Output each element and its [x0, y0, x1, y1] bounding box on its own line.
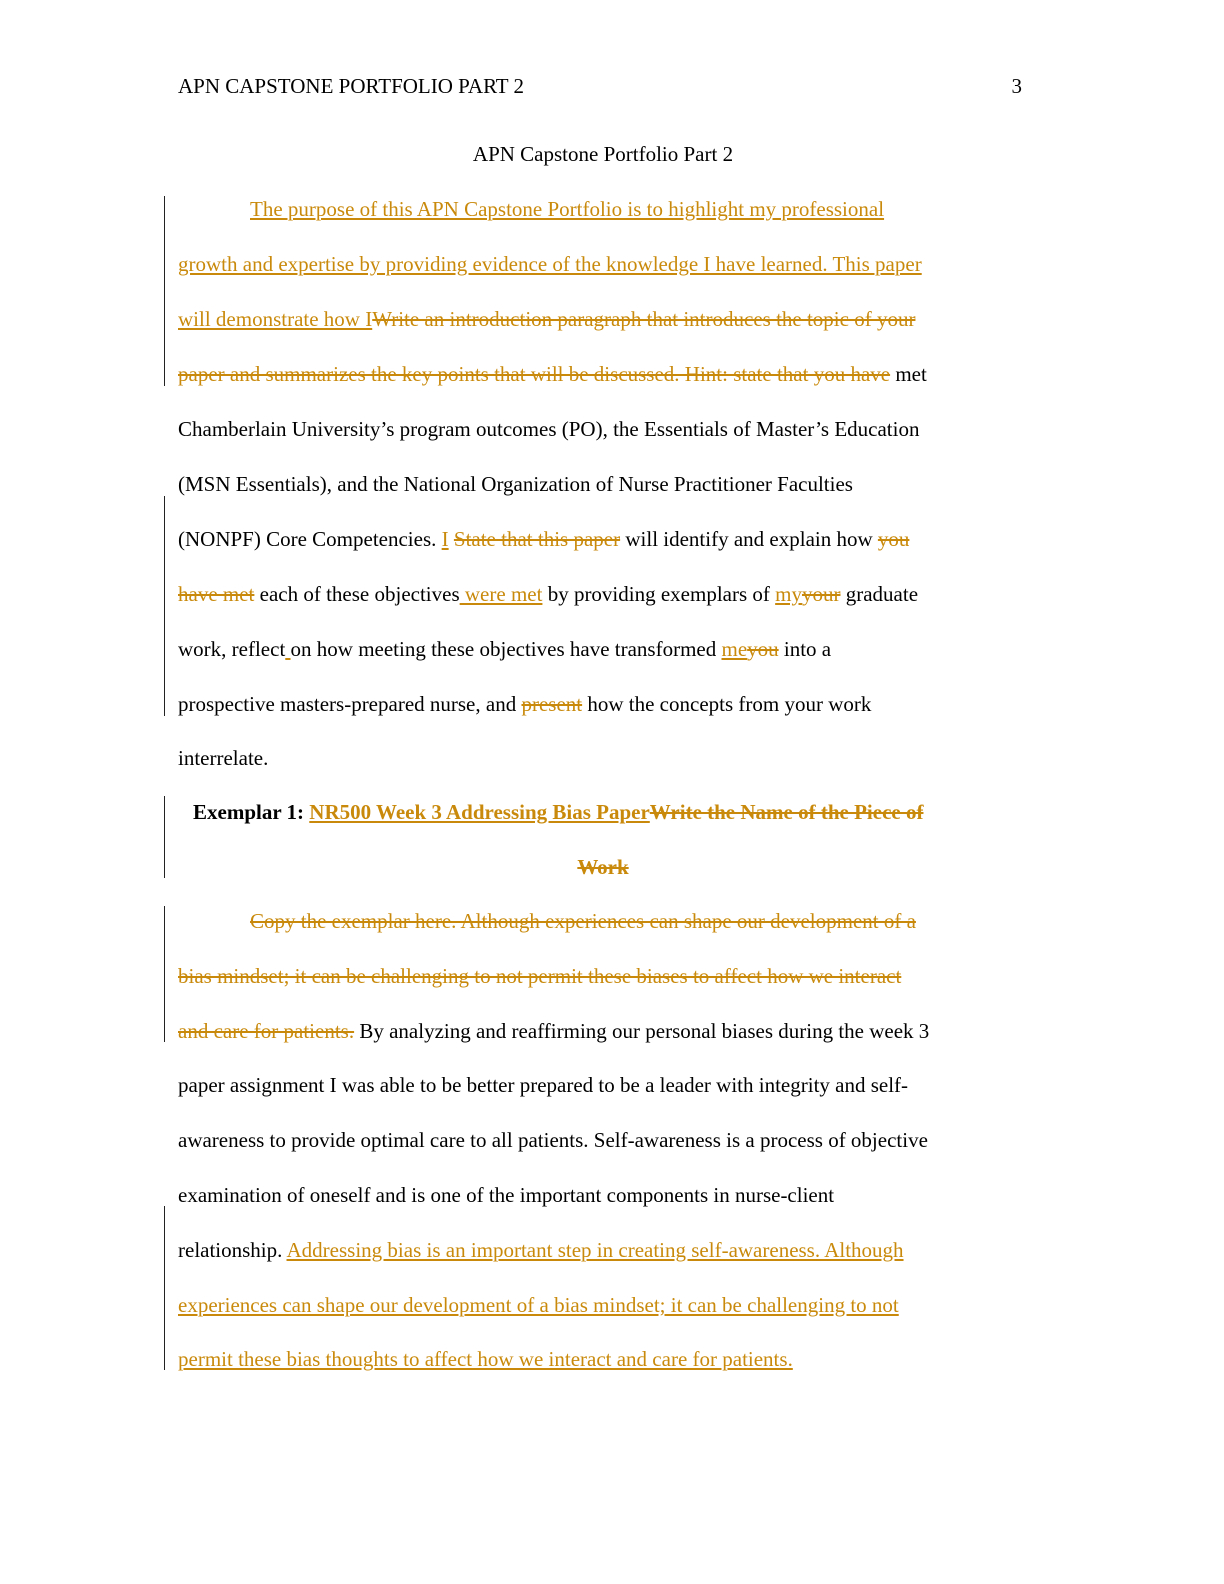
deleted-text: Write an introduction paragraph that introduces the topic of your	[372, 307, 916, 331]
intro-line	[178, 362, 927, 387]
intro-line	[178, 417, 919, 442]
body-text: interrelate.	[178, 746, 269, 770]
running-head: APN CAPSTONE PORTFOLIO PART 2	[178, 74, 525, 98]
body-text: Chamberlain University’s program outcomes (PO), the Essentials of Master’s Education	[178, 417, 920, 441]
intro-line	[178, 252, 922, 277]
body-text: relationship.	[178, 1238, 287, 1262]
body-text: on how meeting these objectives have transformed	[290, 637, 722, 661]
exemplar-line	[178, 1183, 834, 1208]
exemplar-heading-cont	[178, 855, 1028, 880]
body-text: paper assignment I was able to be better prepared to be a leader with integrity and self-	[178, 1073, 909, 1097]
inserted-text: were met	[459, 582, 543, 606]
change-bar	[164, 796, 165, 878]
deleted-text: present	[521, 692, 583, 716]
intro-line	[178, 637, 831, 662]
deleted-text: bias mindset; it can be challenging to not permit these biases to affect how we interact	[178, 964, 902, 988]
inserted-text: I	[441, 527, 449, 551]
deleted-text: you	[877, 527, 910, 551]
page-number: 3	[1011, 74, 1022, 98]
body-text: into a	[778, 637, 832, 661]
body-text: (NONPF) Core Competencies.	[178, 527, 442, 551]
inserted-text: Addressing bias is an important step in creating self-awareness. Although	[286, 1238, 904, 1262]
body-text: how the concepts from your work	[582, 692, 872, 716]
inserted-text: The purpose of this APN Capstone Portfolio is to highlight my professional	[250, 197, 885, 221]
deleted-text: you	[747, 637, 779, 661]
body-text: will identify and explain how	[620, 527, 878, 551]
exemplar-heading	[193, 800, 923, 825]
exemplar-line	[178, 1019, 929, 1044]
deleted-text: and care for patients.	[178, 1019, 355, 1043]
inserted-text: permit these bias thoughts to affect how we interact and care for patients.	[178, 1347, 793, 1371]
exemplar-line	[178, 964, 901, 989]
deleted-text: Write the Name of the Piece of	[649, 800, 924, 824]
intro-line	[178, 307, 915, 332]
exemplar-line	[178, 1238, 904, 1263]
intro-line	[178, 527, 909, 552]
body-text: examination of oneself and is one of the important components in nurse-client	[178, 1183, 835, 1207]
exemplar-line	[250, 909, 916, 934]
inserted-text: experiences can shape our development of a bias mindset; it can be challenging to not	[178, 1293, 899, 1317]
body-text: each of these objectives	[254, 582, 460, 606]
body-text: graduate	[840, 582, 919, 606]
body-text: met	[890, 362, 927, 386]
body-text: (MSN Essentials), and the National Organization of Nurse Practitioner Faculties	[178, 472, 853, 496]
deleted-text: paper and summarizes the key points that will be discussed. Hint: state that you have	[178, 362, 891, 386]
intro-line	[178, 692, 871, 717]
deleted-text: Copy the exemplar here. Although experiences can shape our development of a	[250, 909, 916, 933]
deleted-text: State that this paper	[453, 527, 621, 551]
change-bar	[164, 906, 165, 1042]
inserted-text: my	[775, 582, 802, 606]
intro-line	[178, 746, 268, 771]
inserted-text: growth and expertise by providing evidence of the knowledge I have learned. This paper	[178, 252, 922, 276]
body-text: By analyzing and reaffirming our personal biases during the week 3	[354, 1019, 930, 1043]
intro-line	[178, 582, 918, 607]
deleted-text: Work	[577, 855, 629, 879]
exemplar-line	[178, 1293, 899, 1318]
exemplar-line	[178, 1128, 928, 1153]
inserted-text: will demonstrate how I	[178, 307, 373, 331]
body-text: prospective masters-prepared nurse, and	[178, 692, 522, 716]
inserted-text: me	[721, 637, 748, 661]
body-text: by providing exemplars of	[542, 582, 776, 606]
body-text: work, reflect	[178, 637, 286, 661]
deleted-text: have met	[178, 582, 255, 606]
heading-label: Exemplar 1:	[193, 800, 310, 824]
page-title: APN Capstone Portfolio Part 2	[472, 142, 734, 166]
change-bar	[164, 196, 165, 386]
intro-line	[250, 197, 884, 222]
inserted-text: NR500 Week 3 Addressing Bias Paper	[309, 800, 650, 824]
change-bar	[164, 496, 165, 716]
body-text: awareness to provide optimal care to all patients. Self-awareness is a process of objective	[178, 1128, 928, 1152]
intro-line	[178, 472, 853, 497]
exemplar-line	[178, 1073, 908, 1098]
exemplar-line	[178, 1347, 793, 1372]
change-bar	[164, 1206, 165, 1370]
deleted-text: your	[801, 582, 841, 606]
